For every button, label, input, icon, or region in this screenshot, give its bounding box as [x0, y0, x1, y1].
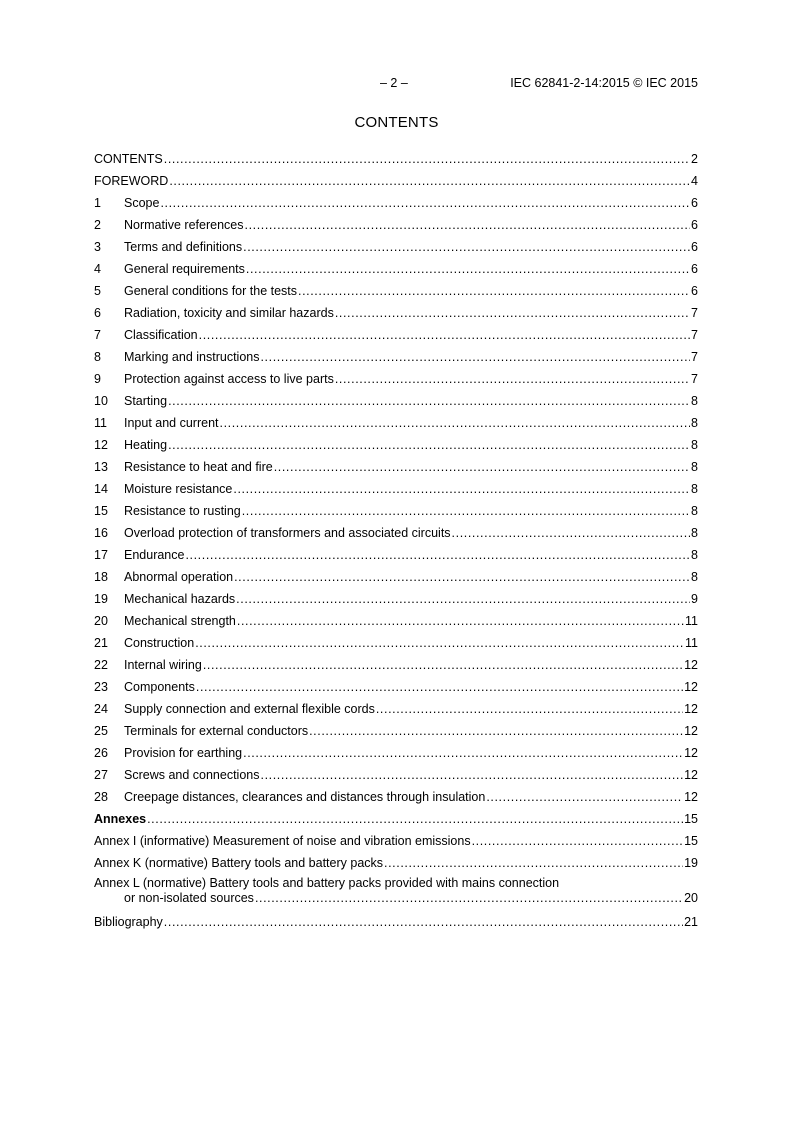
dot-leader	[274, 460, 690, 474]
toc-entry-title: Abnormal operation	[124, 570, 234, 584]
toc-entry[interactable]	[94, 716, 698, 738]
toc-entry-title: Creepage distances, clearances and distances through insulation	[124, 790, 486, 804]
dot-leader	[261, 768, 684, 782]
toc-entry-title: Construction	[124, 636, 195, 650]
toc-entry[interactable]	[94, 606, 698, 628]
toc-entry-title: Classification	[124, 328, 198, 342]
toc-entry-number: 19	[94, 592, 108, 606]
toc-entry[interactable]	[94, 584, 698, 606]
toc-entry-title: General conditions for the tests	[124, 284, 298, 298]
toc-entry[interactable]	[94, 386, 698, 408]
toc-entry-page: 8	[691, 460, 698, 474]
toc-entry-page: 8	[691, 548, 698, 562]
toc-entry-page: 11	[685, 614, 698, 628]
dot-leader	[298, 284, 690, 298]
toc-entry-page: 8	[691, 438, 698, 452]
toc-entry[interactable]	[94, 166, 698, 188]
toc-entry-page: 6	[691, 218, 698, 232]
dot-leader	[486, 790, 683, 804]
toc-entry-page: 20	[684, 891, 698, 905]
toc-entry-page: 6	[691, 196, 698, 210]
toc-entry-number: 11	[94, 416, 107, 430]
toc-entry-title: Heating	[124, 438, 168, 452]
toc-entry[interactable]	[94, 430, 698, 452]
toc-entry-title: Resistance to rusting	[124, 504, 241, 518]
dot-leader	[195, 636, 684, 650]
toc-entry[interactable]	[94, 906, 698, 929]
toc-entry[interactable]	[94, 694, 698, 716]
dot-leader	[199, 328, 690, 342]
toc-entry-title: Annex I (informative) Measurement of noise and vibration emissions	[94, 834, 471, 848]
toc-entry[interactable]	[94, 760, 698, 782]
toc-entry[interactable]	[94, 408, 698, 430]
toc-entry[interactable]	[94, 254, 698, 276]
toc-entry-page: 8	[691, 570, 698, 584]
toc-entry-page: 8	[691, 504, 698, 518]
toc-entry-page: 12	[684, 658, 698, 672]
toc-entry-title: Components	[124, 680, 195, 694]
toc-entry-page: 7	[691, 306, 698, 320]
toc-entry-title: CONTENTS	[94, 152, 163, 166]
toc-entry[interactable]	[94, 628, 698, 650]
toc-entry-page: 6	[691, 284, 698, 298]
toc-entry[interactable]	[94, 298, 698, 320]
toc-entry-page: 15	[684, 834, 698, 848]
dot-leader	[472, 834, 684, 848]
toc-entry-title-continued: or non-isolated sources	[124, 891, 254, 905]
toc-entry-title: Protection against access to live parts	[124, 372, 334, 386]
toc-entry-page: 8	[691, 394, 698, 408]
dot-leader	[185, 548, 690, 562]
toc-entry[interactable]	[94, 738, 698, 760]
toc-entry-title: Moisture resistance	[124, 482, 233, 496]
dot-leader	[168, 394, 690, 408]
toc-entry-number: 27	[94, 768, 108, 782]
dot-leader	[236, 592, 690, 606]
toc-entry-page: 15	[684, 812, 698, 826]
toc-entry-page: 6	[691, 262, 698, 276]
toc-entry-title: Resistance to heat and fire	[124, 460, 273, 474]
toc-entry-title: Terminals for external conductors	[124, 724, 309, 738]
toc-entry-number: 22	[94, 658, 108, 672]
toc-entry-title: Internal wiring	[124, 658, 202, 672]
toc-entry[interactable]	[94, 188, 698, 210]
dot-leader	[233, 482, 690, 496]
toc-entry-page: 8	[691, 482, 698, 496]
toc-entry[interactable]	[94, 144, 698, 166]
toc-entry-number: 17	[94, 548, 108, 562]
toc-entry-number: 4	[94, 262, 101, 276]
toc-entry-page: 7	[691, 328, 698, 342]
toc-entry-title: Marking and instructions	[124, 350, 260, 364]
toc-entry-title: Screws and connections	[124, 768, 260, 782]
dot-leader	[237, 614, 684, 628]
toc-entry-number: 12	[94, 438, 108, 452]
toc-entry-number: 21	[94, 636, 108, 650]
toc-entry[interactable]	[94, 452, 698, 474]
toc-entry-title: Starting	[124, 394, 168, 408]
toc-entry-title: FOREWORD	[94, 174, 169, 188]
toc-entry-title: Mechanical hazards	[124, 592, 236, 606]
toc-entry-title: Normative references	[124, 218, 244, 232]
toc-entry[interactable]	[94, 672, 698, 694]
toc-entry[interactable]	[94, 826, 698, 848]
dot-leader	[169, 174, 690, 188]
toc-entry-page: 12	[684, 746, 698, 760]
toc-entry-page: 11	[685, 636, 698, 650]
toc-entry-title: Supply connection and external flexible cords	[124, 702, 375, 716]
toc-entry[interactable]	[94, 650, 698, 672]
toc-entry-number: 15	[94, 504, 108, 518]
dot-leader	[220, 416, 691, 430]
toc-entry-page: 12	[684, 680, 698, 694]
toc-entry-title: Annex L (normative) Battery tools and battery packs provided with mains connection	[94, 876, 560, 890]
toc-entry-number: 26	[94, 746, 108, 760]
dot-leader	[260, 350, 690, 364]
toc-entry-title: Annex K (normative) Battery tools and battery packs	[94, 856, 384, 870]
toc-entry-page: 8	[691, 416, 698, 430]
toc-entry-page: 21	[684, 915, 698, 929]
toc-entry-number: 20	[94, 614, 108, 628]
toc-entry-page: 12	[684, 702, 698, 716]
toc-entry-number: 23	[94, 680, 108, 694]
dot-leader	[242, 504, 690, 518]
toc-entry-number: 3	[94, 240, 101, 254]
toc-entry-number: 8	[94, 350, 101, 364]
toc-entry[interactable]	[94, 804, 698, 826]
dot-leader	[243, 240, 690, 254]
toc-entry-page: 12	[684, 768, 698, 782]
dot-leader	[147, 812, 683, 826]
toc-entry-page: 7	[691, 372, 698, 386]
toc-entry-title: Bibliography	[94, 915, 163, 929]
toc-entry-page: 6	[691, 240, 698, 254]
toc-entry-page: 2	[691, 152, 698, 166]
toc-entry-number: 2	[94, 218, 101, 232]
toc-entry[interactable]	[94, 320, 698, 342]
toc-entry[interactable]	[94, 496, 698, 518]
page-header	[0, 76, 793, 92]
toc-entry[interactable]	[94, 232, 698, 254]
toc-entry-number: 1	[94, 196, 101, 210]
dot-leader	[196, 680, 683, 694]
toc-entry-number: 14	[94, 482, 108, 496]
toc-entry[interactable]	[94, 474, 698, 496]
toc-entry[interactable]	[94, 364, 698, 386]
toc-entry-number: 16	[94, 526, 108, 540]
dot-leader	[384, 856, 683, 870]
toc-entry[interactable]	[94, 848, 698, 870]
toc-entry-page: 12	[684, 724, 698, 738]
dot-leader	[452, 526, 691, 540]
toc-entry-number: 7	[94, 328, 101, 342]
toc-entry-title: Input and current	[124, 416, 219, 430]
dot-leader	[335, 306, 690, 320]
table-of-contents	[94, 144, 698, 929]
toc-entry-number: 9	[94, 372, 101, 386]
toc-entry-title: Overload protection of transformers and associated circuits	[124, 526, 451, 540]
dot-leader	[164, 152, 690, 166]
toc-entry-title: Scope	[124, 196, 160, 210]
dot-leader	[335, 372, 690, 386]
toc-entry-title: Terms and definitions	[124, 240, 243, 254]
page-number: – 2 –	[380, 76, 408, 90]
toc-entry-number: 18	[94, 570, 108, 584]
dot-leader	[245, 218, 691, 232]
toc-entry-number: 6	[94, 306, 101, 320]
dot-leader	[246, 262, 690, 276]
toc-entry[interactable]	[94, 782, 698, 804]
toc-entry-number: 28	[94, 790, 108, 804]
toc-entry-title: Annexes	[94, 812, 147, 826]
toc-entry-number: 5	[94, 284, 101, 298]
document-id: IEC 62841-2-14:2015 © IEC 2015	[510, 76, 698, 90]
toc-entry-page: 7	[691, 350, 698, 364]
page-title: CONTENTS	[354, 114, 439, 131]
toc-entry[interactable]	[94, 342, 698, 364]
toc-entry[interactable]	[94, 540, 698, 562]
toc-entry-number: 25	[94, 724, 108, 738]
toc-entry[interactable]	[94, 210, 698, 232]
toc-entry[interactable]	[94, 518, 698, 540]
dot-leader	[255, 891, 683, 906]
dot-leader	[376, 702, 683, 716]
toc-entry[interactable]	[94, 276, 698, 298]
dot-leader	[164, 915, 683, 929]
dot-leader	[243, 746, 683, 760]
toc-entry-title: Radiation, toxicity and similar hazards	[124, 306, 334, 320]
dot-leader	[234, 570, 690, 584]
toc-entry-number: 13	[94, 460, 108, 474]
toc-entry-title: Mechanical strength	[124, 614, 236, 628]
toc-entry-number: 24	[94, 702, 108, 716]
toc-entry-title: Provision for earthing	[124, 746, 243, 760]
toc-entry-title: Endurance	[124, 548, 185, 562]
toc-entry-page: 9	[691, 592, 698, 606]
toc-entry[interactable]	[94, 870, 698, 906]
toc-entry[interactable]	[94, 562, 698, 584]
dot-leader	[160, 196, 690, 210]
toc-entry-page: 4	[691, 174, 698, 188]
toc-entry-page: 8	[691, 526, 698, 540]
dot-leader	[309, 724, 683, 738]
toc-entry-title: General requirements	[124, 262, 245, 276]
dot-leader	[168, 438, 690, 452]
dot-leader	[203, 658, 683, 672]
toc-entry-page: 12	[684, 790, 698, 804]
toc-entry-page: 19	[684, 856, 698, 870]
toc-entry-number: 10	[94, 394, 108, 408]
